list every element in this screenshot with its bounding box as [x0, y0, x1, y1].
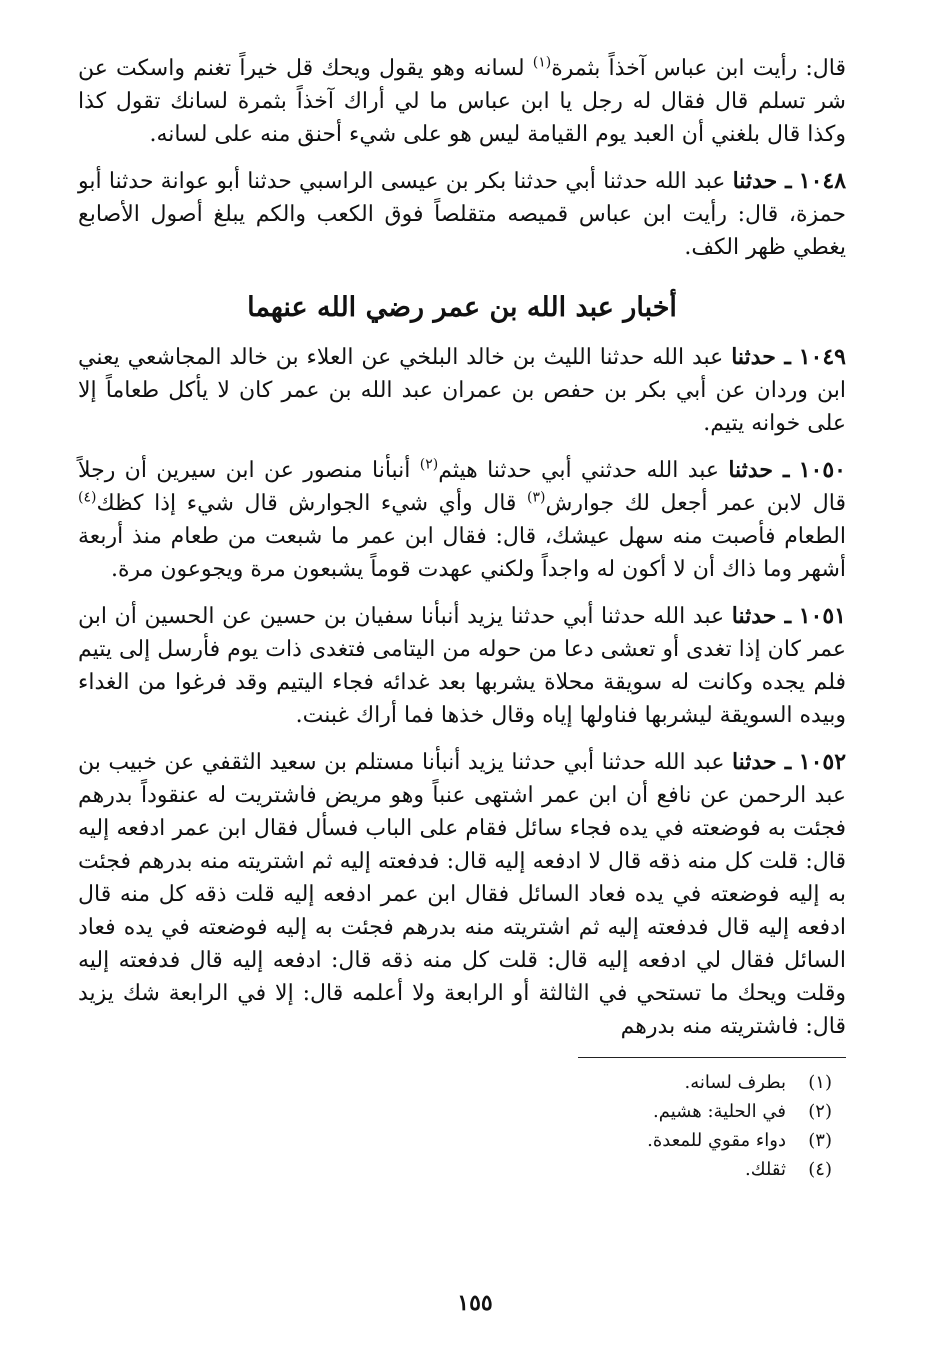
hadith-1051 [78, 600, 846, 732]
footnote-text: ثقلك. [745, 1159, 786, 1180]
footnote-divider [578, 1057, 846, 1058]
hadith-text: عبد الله حدثني أبي حدثنا هيثم [438, 458, 729, 483]
hadith-number: ١٠٥١ [798, 603, 846, 629]
footnote-item [78, 1097, 832, 1126]
hadith-1050 [78, 454, 846, 586]
section-heading: أخبار عبد الله بن عمر رضي الله عنهما [247, 292, 677, 323]
hadith-number: ١٠٥٢ [798, 749, 847, 775]
hadith-1049 [78, 341, 846, 440]
footnotes [78, 1068, 846, 1184]
footnote-marker: (٣) [527, 489, 546, 506]
hadith-text: عبد الله حدثنا أبي حدثنا بكر بن عيسى الراسبي حدثنا أبو عوانة حدثنا أبو حمزة، قال: رأيت ابن عباس قميصه متقلصاً فوق الكعب والكم يبلغ أصول الأصابع يغطي ظهر الكف. [78, 169, 846, 260]
hadith-number: ١٠٤٩ [798, 344, 846, 370]
hadith-text: عبد الله حدثنا أبي حدثنا يزيد أنبأنا مستلم بن سعيد الثقفي عن خبيب بن عبد الرحمن عن نافع أن ابن عمر اشتهى عنباً وهو مريض فاشتريت له عنقوداً بدرهم فجئت به فوضعته في يده فجاء سائل فقام على الباب فسأل فقال ابن عمر ادفعه إليه قال: قلت كل منه ذقه قال لا ادفعه إليه قال: فدفعته إليه ثم اشتريته منه بدرهم فجئت به إليه فوضعته في يده فعاد السائل فقال ابن عمر ادفعه إليه قلت ذقه كل منه قال ادفعه إليه قال فدفعته إليه ثم اشتريته منه بدرهم فجئت به إليه فوضعته في يده فعاد السائل فقال لي ادفعه إليه قال: قلت كل منه ذقه قال: ادفعه إليه قال فدفعته إليه وقلت ويحك ما تستحي في الثالثة أو الرابعة ولا أعلمه قال: إلا في الرابعة شك يزيد قال: فاشتريته منه بدرهم [78, 750, 846, 1039]
footnote-marker: (٤) [78, 489, 97, 506]
footnote-text: في الحلية: هشيم. [653, 1101, 786, 1122]
paragraph-text: قال: رأيت ابن عباس آخذاً بثمرة [551, 56, 846, 81]
narration-keyword: ـ حدثنا [731, 749, 792, 775]
paragraph-continuation [78, 52, 846, 151]
hadith-text: قال وأي شيء الجوارش قال شيء إذا كظك [96, 491, 528, 516]
footnote-item [78, 1126, 832, 1155]
hadith-1052 [78, 746, 846, 1043]
narration-keyword: ـ حدثنا [731, 603, 792, 629]
hadith-text: عبد الله حدثنا أبي حدثنا يزيد أنبأنا سفيان بن حسين عن الحسين أن ابن عمر كان إذا تغدى أو تعشى دعا من حوله من اليتامى فتغدى ذات يوم فأرسل إلى يتيم فلم يجده وكانت له سويقة محلاة يشربها بعد غدائه فجاء اليتيم وقد فرغوا من الغداء وبيده السويقة ليشربها فناولها إياه وقال خذها فما أراك غبنت. [78, 604, 846, 728]
footnote-number: (٣) [808, 1130, 832, 1151]
paragraph-text: لسانه وهو يقول ويحك قل خيراً تغنم واسكت عن شر تسلم قال فقال له رجل يا ابن عباس ما لي أراك آخذاً بثمرة لسانك تقول كذا وكذا قال بلغني أن العبد يوم القيامة ليس هو على شيء أحنق منه على لسانه. [78, 56, 846, 147]
footnote-text: بطرف لسانه. [684, 1072, 786, 1093]
hadith-number: ١٠٥٠ [798, 457, 846, 483]
footnote-marker: (٢) [419, 456, 439, 473]
hadith-text: عبد الله حدثنا الليث بن خالد البلخي عن العلاء بن خالد المجاشعي يعني ابن وردان عن أبي بكر بن حفص بن عمران عبد الله بن عمر كان لا يأكل طعاماً إلا على خوانه يتيم. [78, 345, 846, 436]
footnote-item [78, 1155, 832, 1184]
footnote-item [78, 1068, 832, 1097]
hadith-1048 [78, 165, 846, 264]
footnote-text: دواء مقوي للمعدة. [647, 1130, 786, 1151]
hadith-text: الطعام فأصبت منه سهل عيشك، قال: فقال ابن عمر ما شبعت من طعام منذ أربعة أشهر وما ذاك أن لا أكون له واجداً ولكني عهدت قوماً يشبعون مرة ويجوعون مرة. [78, 524, 846, 582]
footnote-number: (٢) [808, 1101, 832, 1122]
footnote-number: (١) [808, 1072, 832, 1093]
narration-keyword: ـ حدثنا [728, 457, 790, 483]
page-number: ١٥٥ [457, 1290, 493, 1316]
footnote-marker: (١) [532, 54, 552, 71]
hadith-number: ١٠٤٨ [798, 168, 847, 194]
hadith-text: أنبأنا منصور عن ابن سيرين أن رجلاً قال لابن عمر أجعل لك جوارش [78, 458, 846, 516]
narration-keyword: ـ حدثنا [731, 344, 791, 370]
footnote-number: (٤) [808, 1159, 832, 1180]
narration-keyword: ـ حدثنا [732, 168, 792, 194]
